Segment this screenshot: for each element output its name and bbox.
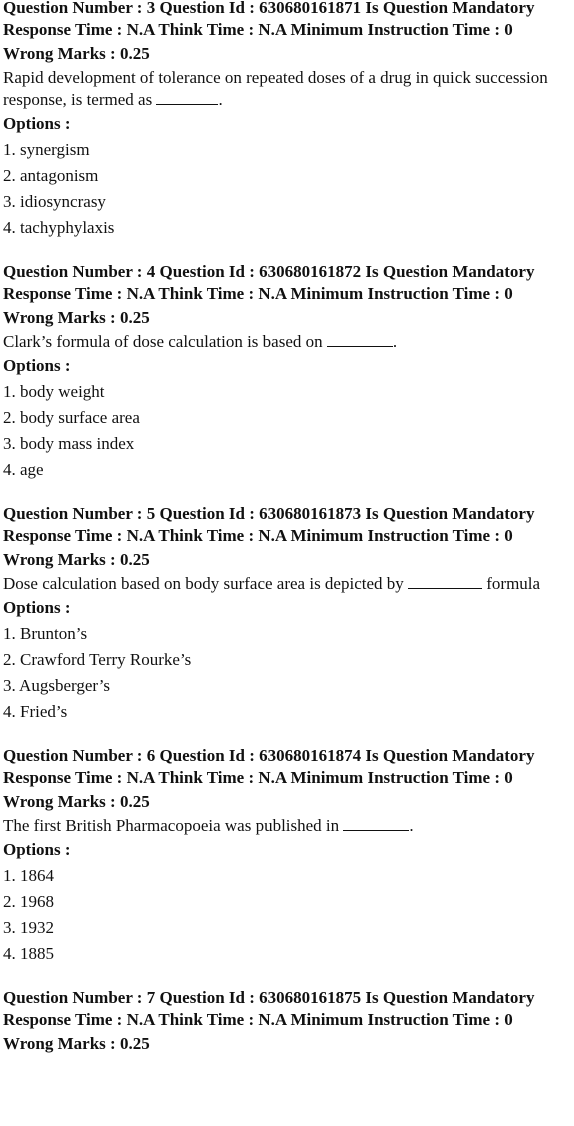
question-text-end: . [392, 332, 398, 351]
question-header: Question Number : 5 Question Id : 630680161873 Is Question Mandatory [3, 504, 535, 523]
option-1: 1. synergism [3, 140, 90, 159]
option-1: 1. body weight [3, 382, 105, 401]
question-text-part: Rapid development of tolerance on repeated doses of a drug in quick succession [3, 68, 548, 87]
option-3: 3. Augsberger’s [3, 676, 111, 695]
question-text-part: Dose calculation based on body surface area is depicted by [3, 574, 404, 593]
response-time-line: Response Time : N.A Think Time : N.A Minimum Instruction Time : 0 [3, 1010, 513, 1029]
question-text [3, 815, 574, 837]
question-text-part: response, is termed as [3, 90, 153, 109]
option-4: 4. Fried’s [3, 702, 68, 721]
options-label: Options : [3, 356, 71, 375]
response-time-line: Response Time : N.A Think Time : N.A Minimum Instruction Time : 0 [3, 20, 513, 39]
question-block-7 [3, 987, 574, 1057]
option-1: 1. 1864 [3, 866, 54, 885]
question-text-end: . [218, 90, 223, 109]
option-4: 4. tachyphylaxis [3, 218, 115, 237]
question-text-line2 [3, 89, 574, 111]
question-block-4 [3, 261, 574, 483]
question-block-5 [3, 503, 574, 725]
options-label: Options : [3, 598, 71, 617]
options-label: Options : [3, 840, 71, 859]
question-text-part: The first British Pharmacopoeia was published in [3, 816, 340, 835]
wrong-marks: Wrong Marks : 0.25 [3, 1034, 150, 1053]
question-header: Question Number : 6 Question Id : 630680161874 Is Question Mandatory [3, 746, 535, 765]
option-2: 2. Crawford Terry Rourke’s [3, 650, 192, 669]
options-label: Options : [3, 114, 71, 133]
wrong-marks: Wrong Marks : 0.25 [3, 44, 150, 63]
wrong-marks: Wrong Marks : 0.25 [3, 792, 150, 811]
wrong-marks: Wrong Marks : 0.25 [3, 550, 150, 569]
option-2: 2. body surface area [3, 408, 140, 427]
question-header: Question Number : 4 Question Id : 630680161872 Is Question Mandatory [3, 262, 535, 281]
wrong-marks: Wrong Marks : 0.25 [3, 308, 150, 327]
option-3: 3. body mass index [3, 434, 135, 453]
answer-blank [156, 90, 218, 105]
response-time-line: Response Time : N.A Think Time : N.A Minimum Instruction Time : 0 [3, 768, 513, 787]
option-3: 3. 1932 [3, 918, 54, 937]
question-block-3 [3, 0, 574, 241]
option-3: 3. idiosyncrasy [3, 192, 106, 211]
question-header: Question Number : 7 Question Id : 630680161875 Is Question Mandatory [3, 988, 535, 1007]
question-block-6 [3, 745, 574, 967]
answer-blank [408, 574, 482, 589]
response-time-line: Response Time : N.A Think Time : N.A Minimum Instruction Time : 0 [3, 284, 513, 303]
option-4: 4. 1885 [3, 944, 54, 963]
question-text [3, 67, 574, 89]
question-text-part: Clark’s formula of dose calculation is based on [3, 332, 323, 351]
question-header: Question Number : 3 Question Id : 630680161871 Is Question Mandatory [3, 0, 535, 17]
question-paper [3, 0, 574, 1077]
option-4: 4. age [3, 460, 44, 479]
question-text-end: . [409, 816, 414, 835]
option-1: 1. Brunton’s [3, 624, 88, 643]
option-2: 2. antagonism [3, 166, 99, 185]
answer-blank [343, 816, 409, 831]
response-time-line: Response Time : N.A Think Time : N.A Minimum Instruction Time : 0 [3, 526, 513, 545]
question-text [3, 331, 574, 353]
question-text-end: formula [486, 574, 541, 593]
option-2: 2. 1968 [3, 892, 54, 911]
answer-blank [327, 332, 393, 347]
question-text [3, 573, 574, 595]
